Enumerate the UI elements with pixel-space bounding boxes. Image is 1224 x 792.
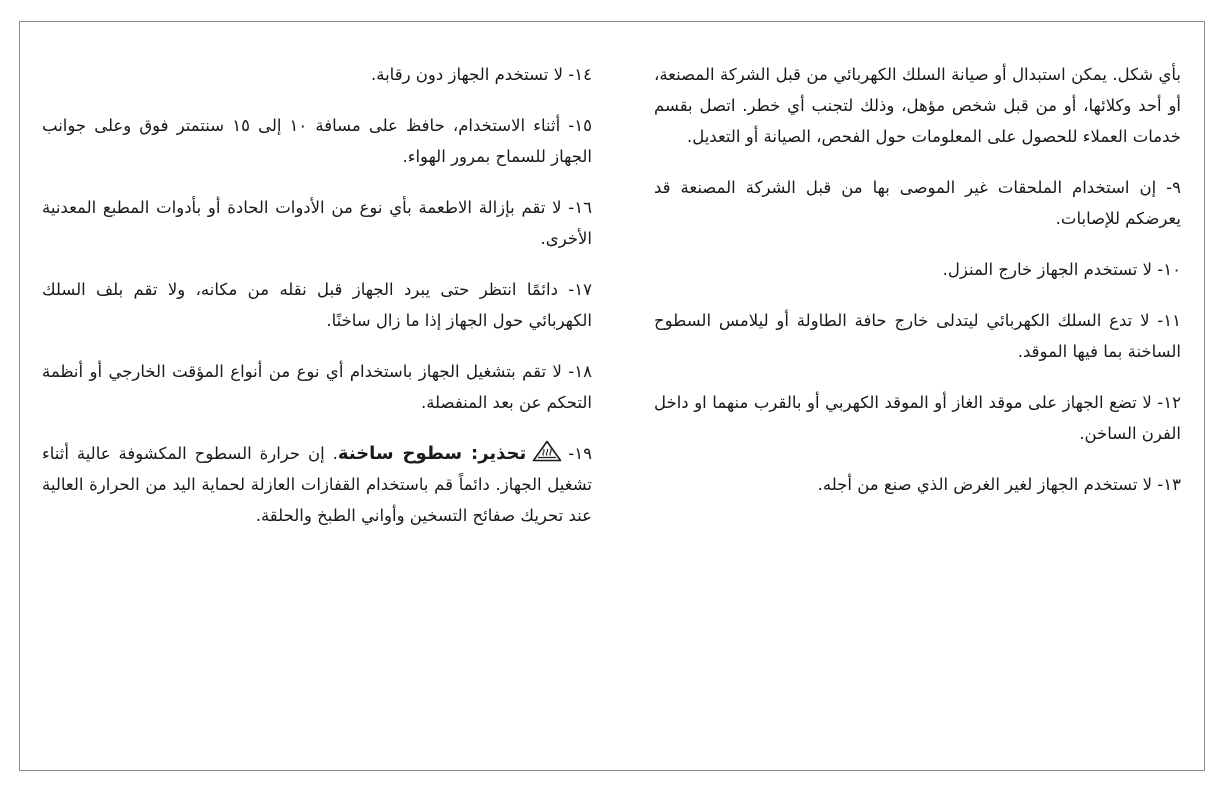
list-item: ٩- إن استخدام الملحقات غير الموصى بها من قبل الشركة المصنعة قد يعرضكم للإصابات. <box>654 178 1181 228</box>
hot-surface-warning-icon <box>532 440 562 462</box>
list-item: ١٦- لا تقم بإزالة الاطعمة بأي نوع من الأدوات الحادة أو بأدوات المطبع المعدنية الأخرى. <box>42 198 592 248</box>
warning-title: تحذير: سطوح ساخنة <box>337 443 527 464</box>
right-column <box>654 59 1181 520</box>
warning-item <box>42 438 592 531</box>
list-item: بأي شكل. يمكن استبدال أو صيانة السلك الكهربائي من قبل الشركة المصنعة، أو أحد وكلائها، أو من قبل شخص مؤهل، وذلك لتجنب أي خطر. اتصل بقسم خدمات العملاء للحصول على المعلومات حول الفحص، الصيانة أو التعديل. <box>654 65 1181 146</box>
warning-body: . إن حرارة السطوح المكشوفة عالية أثناء تشغيل الجهاز. دائماً قم باستخدام القفازات العازلة لحماية اليد من الحرارة العالية عند تحريك صفائح التسخين وأواني الطبخ والحلقة. <box>42 444 592 525</box>
list-item: ١٢- لا تضع الجهاز على موقد الغاز أو الموقد الكهربي أو بالقرب منهما او داخل الفرن الساخن. <box>654 393 1181 443</box>
list-item: ١٠- لا تستخدم الجهاز خارج المنزل. <box>942 260 1181 279</box>
list-item: ١٧- دائمًا انتظر حتى يبرد الجهاز قبل نقله من مكانه، ولا تقم بلف السلك الكهربائي حول الجهاز إذا ما زال ساخنًا. <box>42 280 592 330</box>
list-item: ١٨- لا تقم بتشغيل الجهاز باستخدام أي نوع من أنواع المؤقت الخارجي أو أنظمة التحكم عن بعد المنفصلة. <box>42 362 592 412</box>
left-column <box>42 59 592 551</box>
warning-number: ١٩- <box>568 444 592 463</box>
list-item: ١١- لا تدع السلك الكهربائي ليتدلى خارج حافة الطاولة أو ليلامس السطوح الساخنة بما فيها الموقد. <box>654 311 1181 361</box>
list-item: ١٣- لا تستخدم الجهاز لغير الغرض الذي صنع من أجله. <box>817 475 1181 494</box>
list-item: ١٥- أثناء الاستخدام، حافظ على مسافة ١٠ إلى ١٥ سنتمتر فوق وعلى جوانب الجهاز للسماح بمرور الهواء. <box>42 116 592 166</box>
list-item: ١٤- لا تستخدم الجهاز دون رقابة. <box>370 65 592 84</box>
